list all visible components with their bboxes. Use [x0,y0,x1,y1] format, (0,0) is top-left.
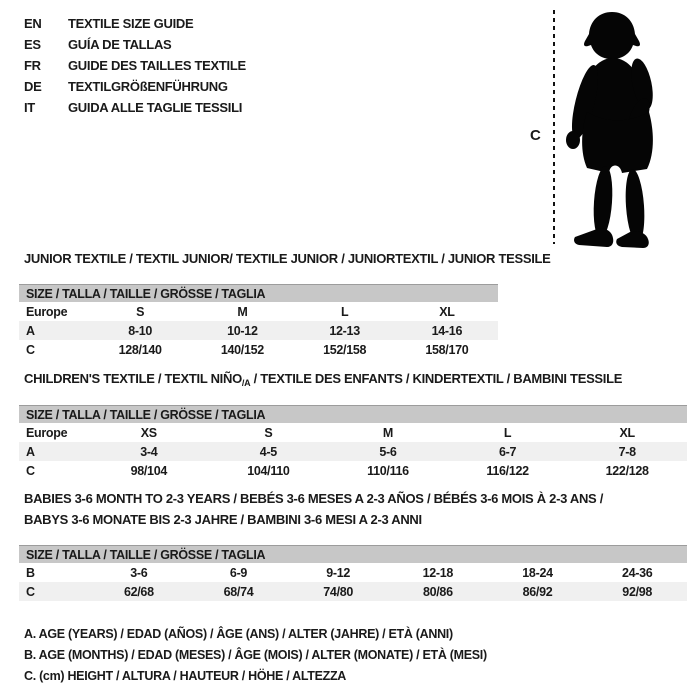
size-cell: L [340,304,349,319]
row-label: Europe [26,425,68,440]
row-label: Europe [26,304,68,319]
language-title: TEXTILGRÖßENFÜHRUNG [68,79,228,94]
age-cell: 24-36 [621,565,653,580]
row-label: A [26,444,35,459]
height-cell: 92/98 [622,584,653,599]
height-cell: 128/140 [118,342,162,357]
age-cell: 18-24 [522,565,553,580]
height-cell: 104/110 [247,463,290,478]
height-cell: 62/68 [123,584,154,599]
table-row-age-months [19,563,687,582]
language-code: DE [24,79,42,94]
babies-section-title [24,488,603,530]
height-cell: 158/170 [425,342,469,357]
size-cell: S [264,425,273,440]
size-cell: S [136,304,145,319]
size-cell: M [237,304,248,319]
language-code: EN [24,16,42,31]
language-title: GUIDE DES TAILLES TEXTILE [68,58,246,73]
height-cell: 140/152 [220,342,264,357]
size-cell: L [503,425,512,440]
height-cell: 98/104 [130,463,168,478]
language-row-es [24,34,246,55]
language-row-en [24,13,246,34]
language-title: GUIDA ALLE TAGLIE TESSILI [68,100,243,115]
language-code: FR [24,58,41,73]
height-cell: 86/92 [522,584,553,599]
title-part: / TEXTILE DES ENFANTS / KINDERTEXTIL / BAMBINI TESSILE [250,371,623,386]
footnotes [24,624,487,687]
row-label: C [26,463,35,478]
age-cell: 12-13 [329,323,360,338]
table-row-europe [19,423,687,442]
footnote-height: C. (cm) HEIGHT / ALTURA / HAUTEUR / HÖHE / ALTEZZA [24,669,347,683]
height-cell: 116/122 [486,463,529,478]
age-cell: 3-4 [140,444,158,459]
age-cell: 5-6 [379,444,397,459]
row-label: C [26,584,35,599]
table-row-age-years [19,321,498,340]
height-dashed-line [553,10,555,244]
height-cell: 68/74 [223,584,254,599]
age-cell: 9-12 [326,565,351,580]
height-measure-label: C [530,127,541,144]
table-row-height [19,461,687,480]
table-row-height [19,340,498,359]
age-cell: 12-18 [422,565,454,580]
language-title: GUÍA DE TALLAS [68,37,172,52]
language-title: TEXTILE SIZE GUIDE [68,16,194,31]
height-cell: 80/86 [422,584,453,599]
height-cell: 110/116 [367,463,409,478]
language-row-de [24,76,246,97]
row-label: B [26,565,35,580]
table-row-height [19,582,687,601]
junior-size-table [19,284,498,359]
language-list [24,13,246,118]
size-header-bar: SIZE / TALLA / TAILLE / GRÖSSE / TAGLIA [19,284,498,302]
children-size-table [19,405,687,480]
children-section-title [24,371,622,391]
age-cell: 8-10 [128,323,153,338]
language-row-it [24,97,246,118]
age-cell: 4-5 [259,444,277,459]
toddler-silhouette-icon [565,10,662,248]
footnote-age-months: B. AGE (MONTHS) / EDAD (MESES) / ÂGE (MOIS) / ALTER (MONATE) / ETÀ (MESI) [24,648,487,662]
language-code: ES [24,37,41,52]
age-cell: 7-8 [618,444,636,459]
table-row-age-years [19,442,687,461]
age-cell: 3-6 [130,565,148,580]
size-header-bar: SIZE / TALLA / TAILLE / GRÖSSE / TAGLIA [19,545,687,563]
babies-size-table [19,545,687,601]
height-cell: 74/80 [323,584,354,599]
age-cell: 14-16 [431,323,463,338]
language-code: IT [24,100,35,115]
row-label: C [26,342,35,357]
language-row-fr [24,55,246,76]
size-cell: XS [140,425,157,440]
size-header-bar: SIZE / TALLA / TAILLE / GRÖSSE / TAGLIA [19,405,687,423]
junior-section-title: JUNIOR TEXTILE / TEXTIL JUNIOR/ TEXTILE JUNIOR / JUNIORTEXTIL / JUNIOR TESSILE [24,251,551,266]
footnote-age-years: A. AGE (YEARS) / EDAD (AÑOS) / ÂGE (ANS) / ALTER (JAHRE) / ETÀ (ANNI) [24,627,453,641]
size-cell: XL [439,304,455,319]
age-cell: 6-7 [498,444,517,459]
size-cell: XL [619,425,635,440]
height-cell: 122/128 [605,463,649,478]
table-row-europe [19,302,498,321]
title-subscript: /A [241,378,251,388]
age-cell: 6-9 [229,565,248,580]
babies-title-line2: BABYS 3-6 MONATE BIS 2-3 JAHRE / BAMBINI 3-6 MESI A 2-3 ANNI [24,512,422,527]
age-cell: 10-12 [227,323,258,338]
size-cell: M [382,425,394,440]
babies-title-line1: BABIES 3-6 MONTH TO 2-3 YEARS / BEBÉS 3-6 MESES A 2-3 AÑOS / BÉBÉS 3-6 MOIS À 2-3 ANS / [24,491,604,506]
title-part: CHILDREN'S TEXTILE / TEXTIL NIÑO [24,371,242,386]
row-label: A [26,323,35,338]
height-cell: 152/158 [323,342,367,357]
